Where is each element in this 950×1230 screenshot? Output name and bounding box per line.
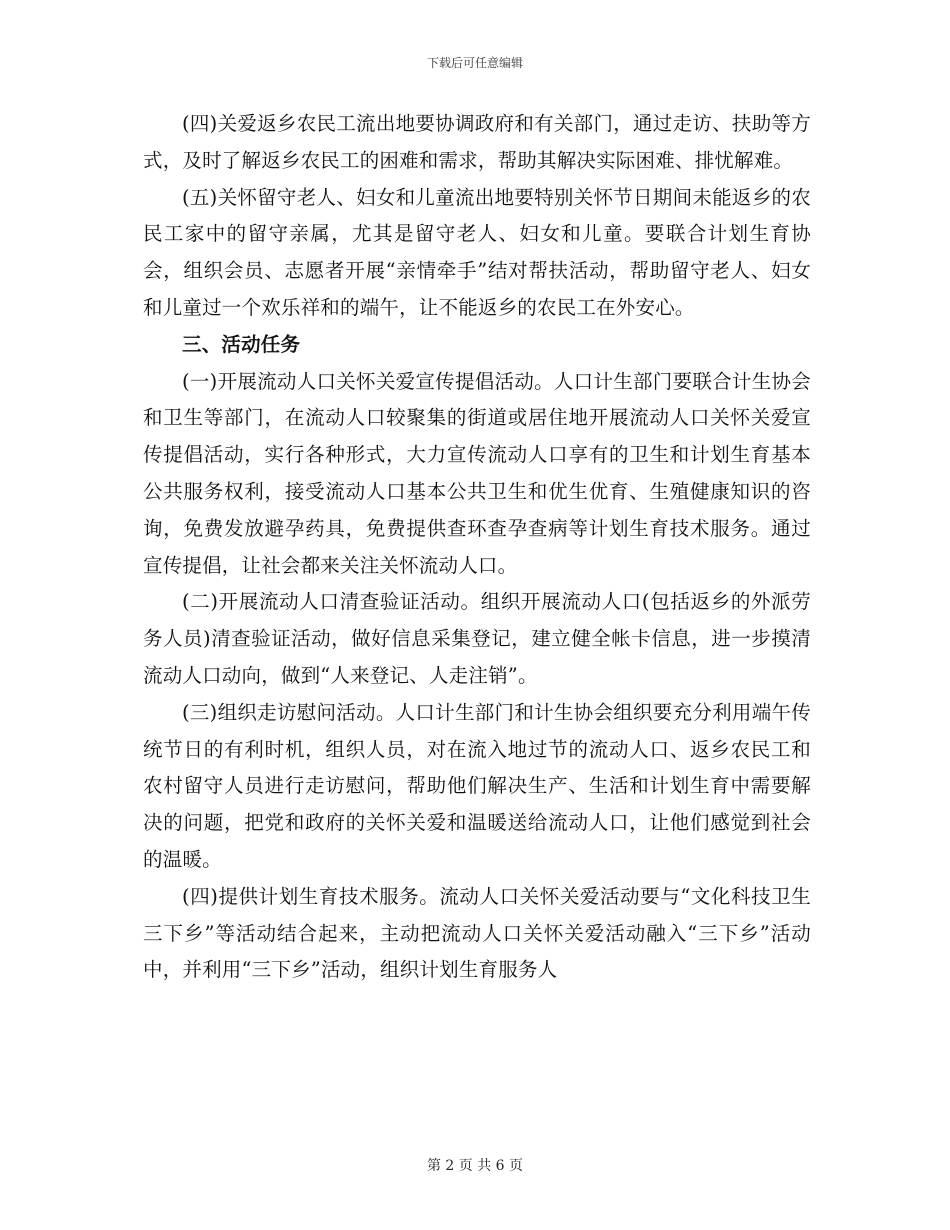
section-heading-tasks: 三、活动任务 (182, 332, 301, 356)
page-footer: 第 2 页 共 6 页 (426, 1158, 524, 1174)
paragraph-care-returning-workers: (四)关爱返乡农民工流出地要协调政府和有关部门，通过走访、扶助等方式，及时了解返乡农民工的困难和需求，帮助其解决实际困难、排忧解难。 (143, 112, 811, 172)
paragraph-task-publicity: (一)开展流动人口关怀关爱宣传提倡活动。人口计生部门要联合计生协会和卫生等部门，在流动人口较聚集的街道或居住地开展流动人口关怀关爱宣传提倡活动，实行各种形式，大力宣传流动人口享有的卫生和计划生育基本公共服务权利，接受流动人口基本公共卫生和优生优育、生殖健康知识的咨询，免费发放避孕药具，免费提供查环查孕查病等计划生育技术服务。通过宣传提倡，让社会都来关注关怀流动人口。 (143, 369, 811, 577)
paragraph-task-visits: (三)组织走访慰问活动。人口计生部门和计生协会组织要充分利用端午传统节日的有利时机，组织人员，对在流入地过节的流动人口、返乡农民工和农村留守人员进行走访慰问，帮助他们解决生产、生活和计划生育中需要解决的问题，把党和政府的关怀关爱和温暖送给流动人口，让他们感觉到社会的温暖。 (143, 700, 811, 871)
paragraph-task-services: (四)提供计划生育技术服务。流动人口关怀关爱活动要与“文化科技卫生三下乡”等活动结合起来，主动把流动人口关怀关爱活动融入“三下乡”活动中，并利用“三下乡”活动，组织计划生育服务人 (143, 884, 811, 982)
document-body (143, 106, 811, 989)
page-header: 下载后可任意编辑 (426, 56, 523, 70)
paragraph-care-left-behind: (五)关怀留守老人、妇女和儿童流出地要特别关怀节日期间未能返乡的农民工家中的留守亲属，尤其是留守老人、妇女和儿童。要联合计划生育协会，组织会员、志愿者开展“亲情牵手”结对帮扶活动，帮助留守老人、妇女和儿童过一个欢乐祥和的端午，让不能返乡的农民工在外安心。 (143, 185, 811, 319)
paragraph-task-verification: (二)开展流动人口清查验证活动。组织开展流动人口(包括返乡的外派劳务人员)清查验证活动，做好信息采集登记，建立健全帐卡信息，进一步摸清流动人口动向，做到“人来登记、人走注销”。 (143, 590, 811, 687)
